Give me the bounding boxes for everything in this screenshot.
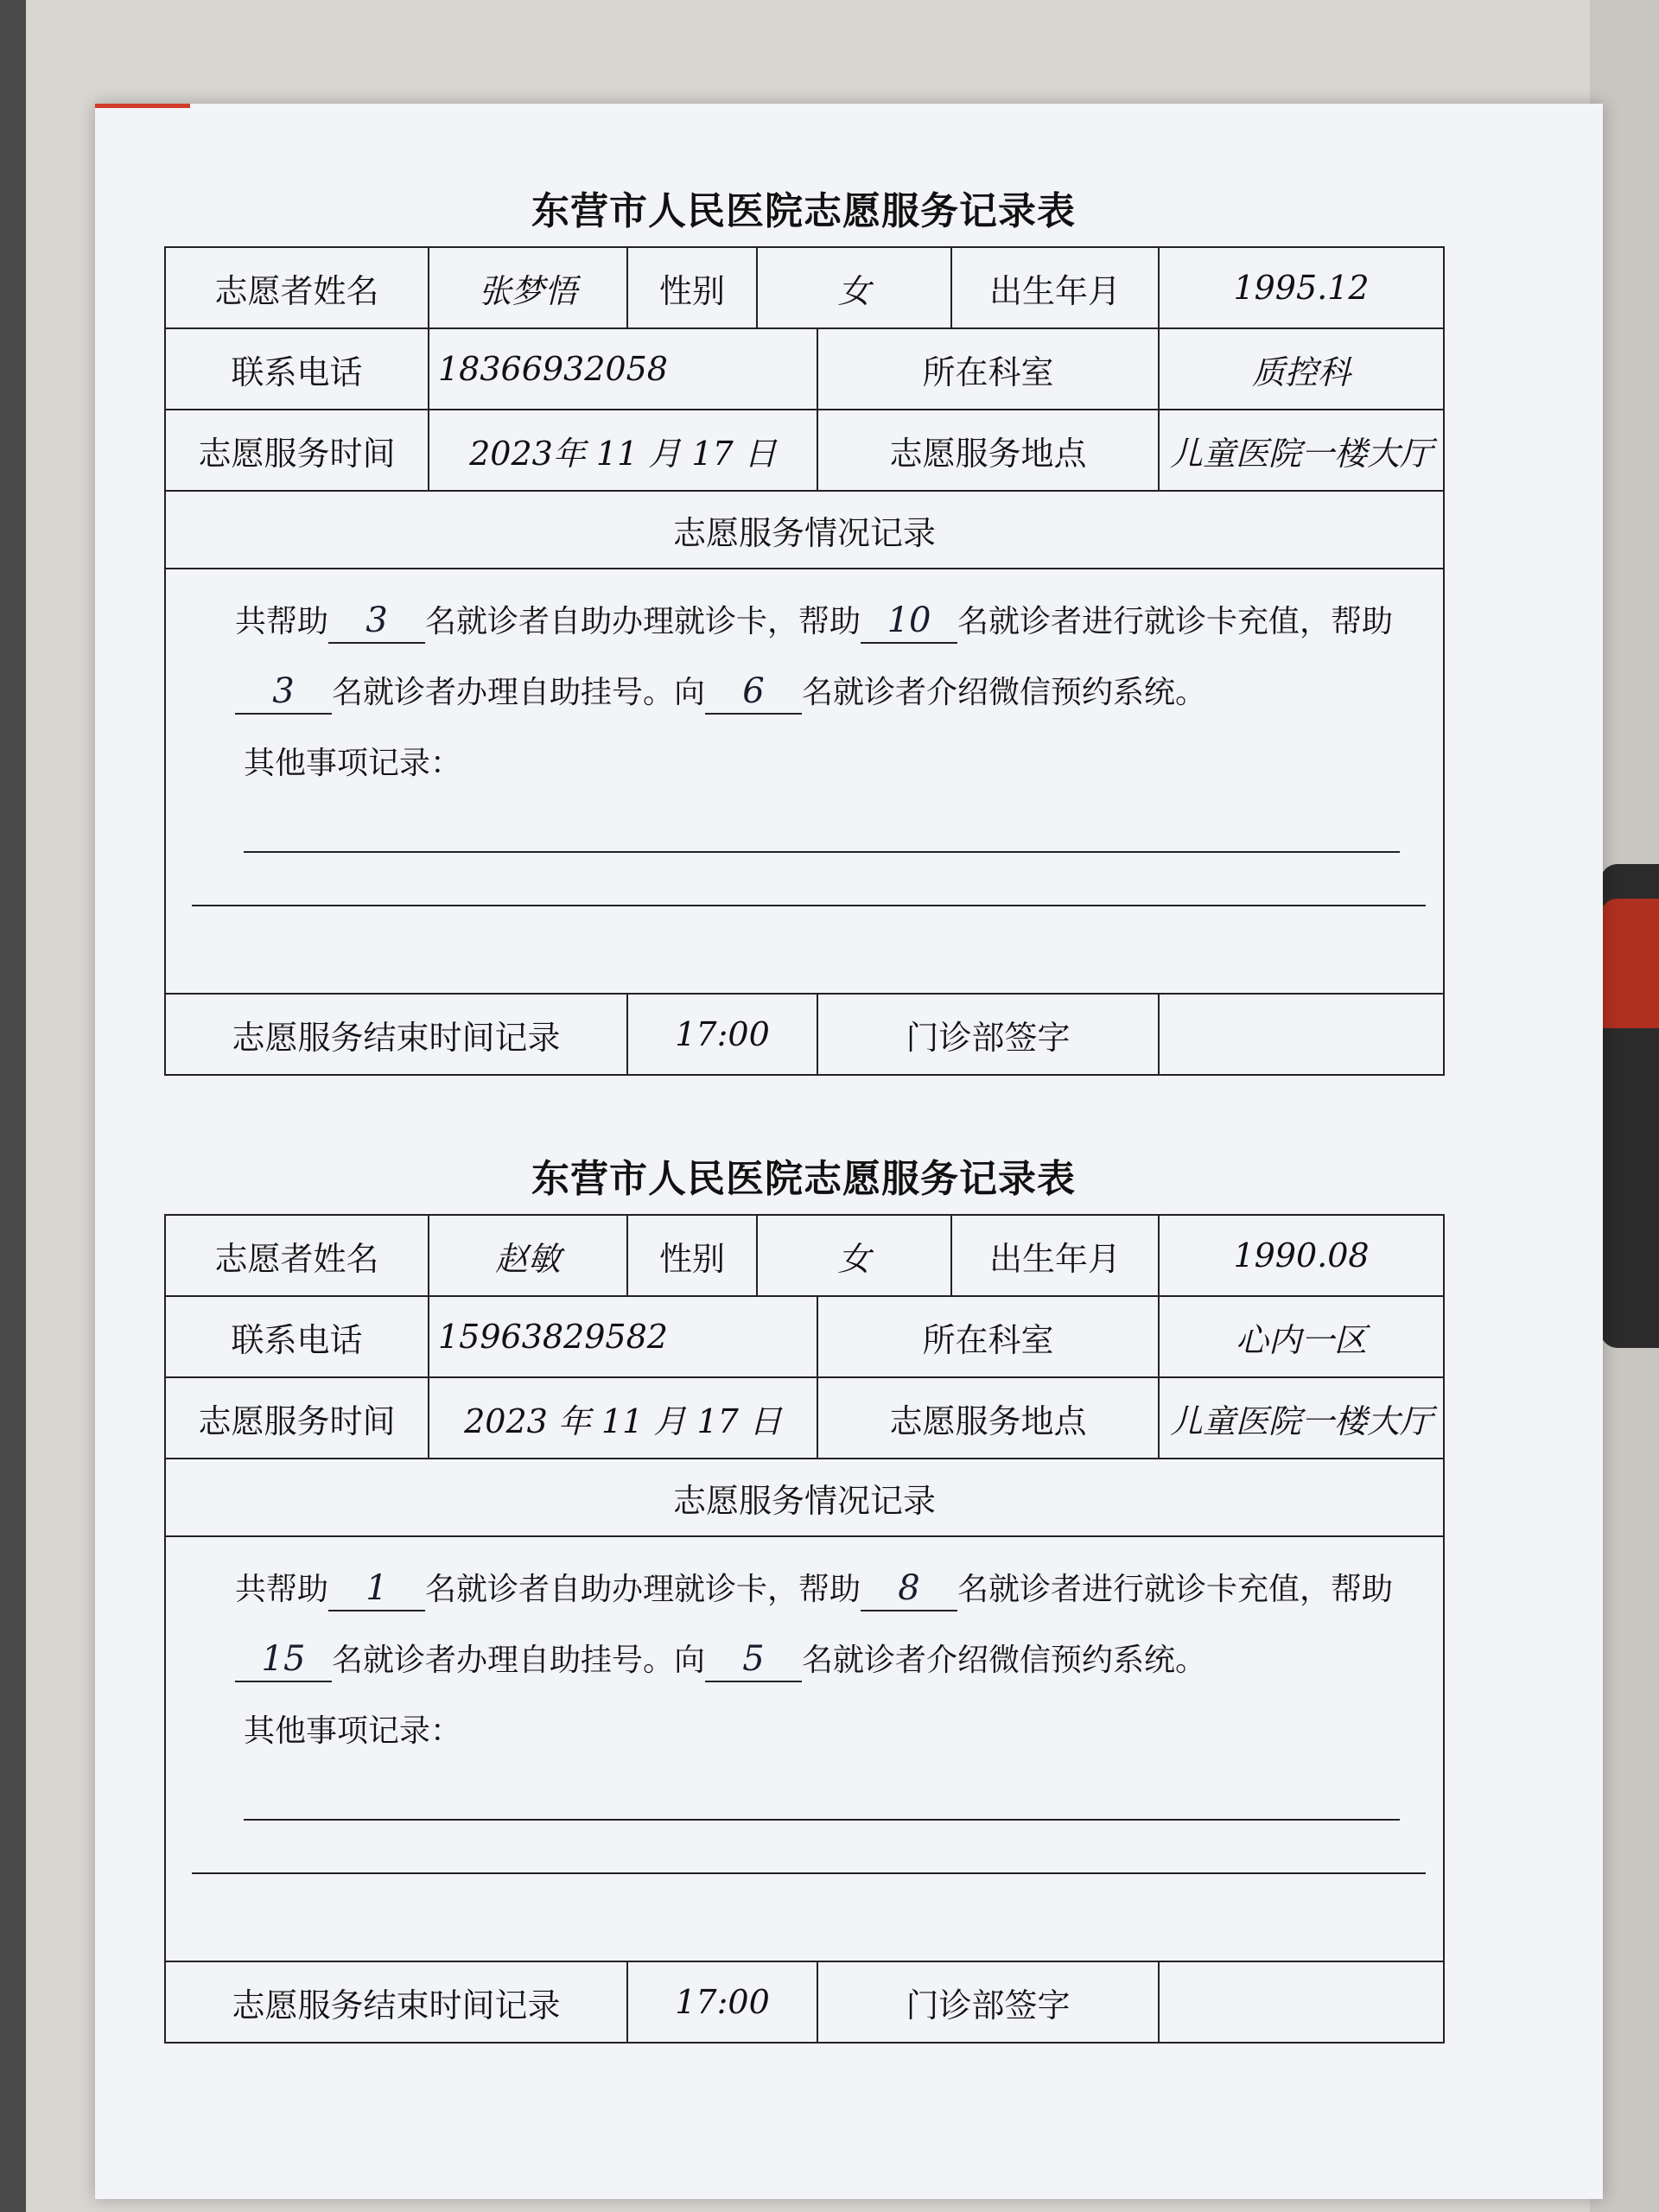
other-line-1 <box>244 1767 1400 1821</box>
count-register: 15 <box>235 1637 332 1682</box>
other-label: 其他事项记录： <box>244 746 462 781</box>
form-table <box>164 246 1445 1076</box>
label-name: 志愿者姓名 <box>165 247 429 328</box>
record-text-2: 名就诊者自助办理就诊卡，帮助 <box>425 1572 861 1607</box>
row-record-heading <box>165 491 1444 569</box>
value-end-time: 17:00 <box>627 1961 817 2043</box>
label-phone: 联系电话 <box>165 1296 429 1377</box>
service-record-form-2 <box>164 1145 1443 2044</box>
record-text-4: 名就诊者办理自助挂号。向 <box>332 675 706 710</box>
record-body <box>165 569 1444 994</box>
label-gender: 性别 <box>627 1215 757 1296</box>
label-service-place: 志愿服务地点 <box>817 410 1159 491</box>
value-gender: 女 <box>757 247 951 328</box>
label-dept: 所在科室 <box>817 328 1159 410</box>
label-name: 志愿者姓名 <box>165 1215 429 1296</box>
record-heading: 志愿服务情况记录 <box>165 1459 1444 1536</box>
record-text-4: 名就诊者办理自助挂号。向 <box>332 1643 706 1678</box>
value-service-place: 儿童医院一楼大厅 <box>1159 1377 1444 1459</box>
record-text-3: 名就诊者进行就诊卡充值，帮助 <box>957 604 1394 639</box>
count-recharge: 8 <box>861 1567 957 1611</box>
value-name: 赵敏 <box>429 1215 627 1296</box>
count-wechat: 5 <box>705 1637 802 1682</box>
record-heading: 志愿服务情况记录 <box>165 491 1444 569</box>
label-service-place: 志愿服务地点 <box>817 1377 1159 1459</box>
label-end-time: 志愿服务结束时间记录 <box>165 1961 627 2043</box>
count-wechat: 6 <box>705 670 802 715</box>
row-service <box>165 1377 1444 1459</box>
value-service-time: 2023 年 11 月 17 日 <box>429 1377 817 1459</box>
row-identity <box>165 247 1444 328</box>
service-record-form-1 <box>164 177 1443 1076</box>
record-body <box>165 1536 1444 1961</box>
record-text-1: 共帮助 <box>235 604 329 639</box>
label-signature: 门诊部签字 <box>817 1961 1159 2043</box>
count-register: 3 <box>235 670 332 715</box>
row-contact <box>165 328 1444 410</box>
record-text <box>192 1554 1426 1696</box>
form-title: 东营市人民医院志愿服务记录表 <box>531 1157 1076 1201</box>
label-gender: 性别 <box>627 247 757 328</box>
other-line-1 <box>244 799 1400 853</box>
row-service <box>165 410 1444 491</box>
pen-cap <box>1600 899 1659 1028</box>
row-end <box>165 1961 1444 2043</box>
record-text-5: 名就诊者介绍微信预约系统。 <box>802 675 1207 710</box>
value-dept: 心内一区 <box>1159 1296 1444 1377</box>
other-line-2 <box>192 853 1426 906</box>
value-phone: 15963829582 <box>429 1296 817 1377</box>
value-birth: 1990.08 <box>1159 1215 1444 1296</box>
value-signature <box>1159 994 1444 1075</box>
value-end-time: 17:00 <box>627 994 817 1075</box>
count-cards: 3 <box>328 599 425 644</box>
paper-red-edge <box>95 104 190 108</box>
label-birth: 出生年月 <box>951 247 1159 328</box>
label-end-time: 志愿服务结束时间记录 <box>165 994 627 1075</box>
value-dept: 质控科 <box>1159 328 1444 410</box>
value-signature <box>1159 1961 1444 2043</box>
value-gender: 女 <box>757 1215 951 1296</box>
label-dept: 所在科室 <box>817 1296 1159 1377</box>
row-record-heading <box>165 1459 1444 1536</box>
form-table <box>164 1214 1445 2044</box>
other-line-2 <box>192 1821 1426 1874</box>
label-signature: 门诊部签字 <box>817 994 1159 1075</box>
row-contact <box>165 1296 1444 1377</box>
record-text-3: 名就诊者进行就诊卡充值，帮助 <box>957 1572 1394 1607</box>
record-text-1: 共帮助 <box>235 1572 329 1607</box>
value-phone: 18366932058 <box>429 328 817 410</box>
value-service-place: 儿童医院一楼大厅 <box>1159 410 1444 491</box>
row-identity <box>165 1215 1444 1296</box>
label-service-time: 志愿服务时间 <box>165 1377 429 1459</box>
row-end <box>165 994 1444 1075</box>
row-record-body <box>165 569 1444 994</box>
value-name: 张梦悟 <box>429 247 627 328</box>
label-service-time: 志愿服务时间 <box>165 410 429 491</box>
row-record-body <box>165 1536 1444 1961</box>
form-title: 东营市人民医院志愿服务记录表 <box>531 189 1076 233</box>
other-label: 其他事项记录： <box>244 1713 462 1749</box>
count-recharge: 10 <box>861 599 957 644</box>
label-birth: 出生年月 <box>951 1215 1159 1296</box>
record-text-2: 名就诊者自助办理就诊卡，帮助 <box>425 604 861 639</box>
value-service-time: 2023年 11 月 17 日 <box>429 410 817 491</box>
record-text <box>192 587 1426 728</box>
value-birth: 1995.12 <box>1159 247 1444 328</box>
count-cards: 1 <box>328 1567 425 1611</box>
background-edge <box>0 0 26 2212</box>
label-phone: 联系电话 <box>165 328 429 410</box>
record-text-5: 名就诊者介绍微信预约系统。 <box>802 1643 1207 1678</box>
